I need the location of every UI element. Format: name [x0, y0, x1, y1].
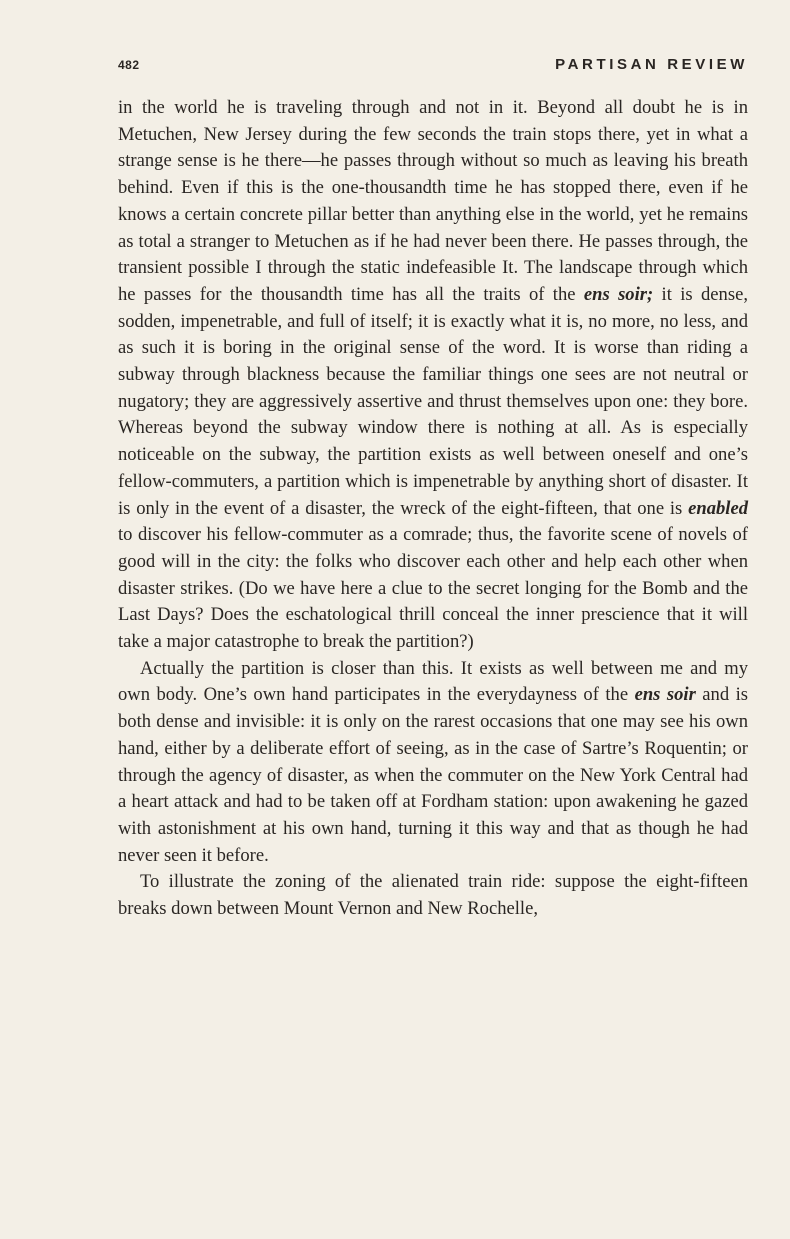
text-segment: in the world he is traveling through and not in it. Beyond all doubt he is in Metuchen, New Jersey during the few seconds the train stops there, yet in what a strange sense is he there—he passes through without so much as leaving his breath behind. Even if this is the one-thousandth time he has stopped there, even if he knows a certain concrete pillar better than anything else in the world, yet he remains as total a stranger to Metuchen as if he had never been there. He passes through, the transient possible I through the static indefeasible It. The landscape through which he passes for the thousandth time has all the traits of the [118, 97, 748, 305]
text-segment: to discover his fellow-commuter as a comrade; thus, the favorite scene of novels of good will in the city: the folks who discover each other and help each other when disaster strikes. (Do we have here a clue to the secret longing for the Bomb and the Last Days? Does the eschatological thrill conceal the inner prescience that it will take a major catastrophe to break the partition?) [118, 524, 748, 653]
italic-phrase: ens soir; [583, 283, 654, 305]
paragraph-2 [118, 656, 748, 870]
page-number: 482 [118, 58, 140, 72]
running-head [118, 56, 748, 80]
paragraph-1 [118, 95, 748, 656]
paragraph-3 [118, 869, 748, 922]
body-text [118, 95, 748, 923]
italic-phrase: enabled [688, 497, 748, 519]
text-segment: Actually the partition is closer than this. It exists as well between me and my own body. One’s own hand participates in the everydayness of the [118, 657, 748, 706]
text-segment: it is dense, sodden, impenetrable, and full of itself; it is exactly what it is, no more, no less, and as such it is boring in the original sense of the word. It is worse than riding a subway through blackness because the familiar things one sees are not neutral or nugatory; they are aggressively assertive and thrust themselves upon one: they bore. Whereas beyond the subway window there is nothing at all. As is especially noticeable on the subway, the partition exists as well between oneself and one’s fellow-commuters, a partition which is impenetrable by anything short of disaster. It is only in the event of a disaster, the wreck of the eight-fifteen, that one is [118, 283, 748, 519]
italic-phrase: ens soir [634, 684, 696, 706]
journal-title: PARTISAN REVIEW [555, 56, 748, 73]
text-segment: To illustrate the zoning of the alienated train ride: suppose the eight-fifteen breaks down between Mount Vernon and New Rochelle, [118, 871, 748, 920]
text-segment: and is both dense and invisible: it is only on the rarest occasions that one may see his own hand, either by a deliberate effort of seeing, as in the case of Sartre’s Roquentin; or through the agency of disaster, as when the commuter on the New York Central had a heart attack and had to be taken off at Fordham station: upon awakening he gazed with astonishment at his own hand, turning it this way and that as though he had never seen it before. [118, 684, 748, 866]
